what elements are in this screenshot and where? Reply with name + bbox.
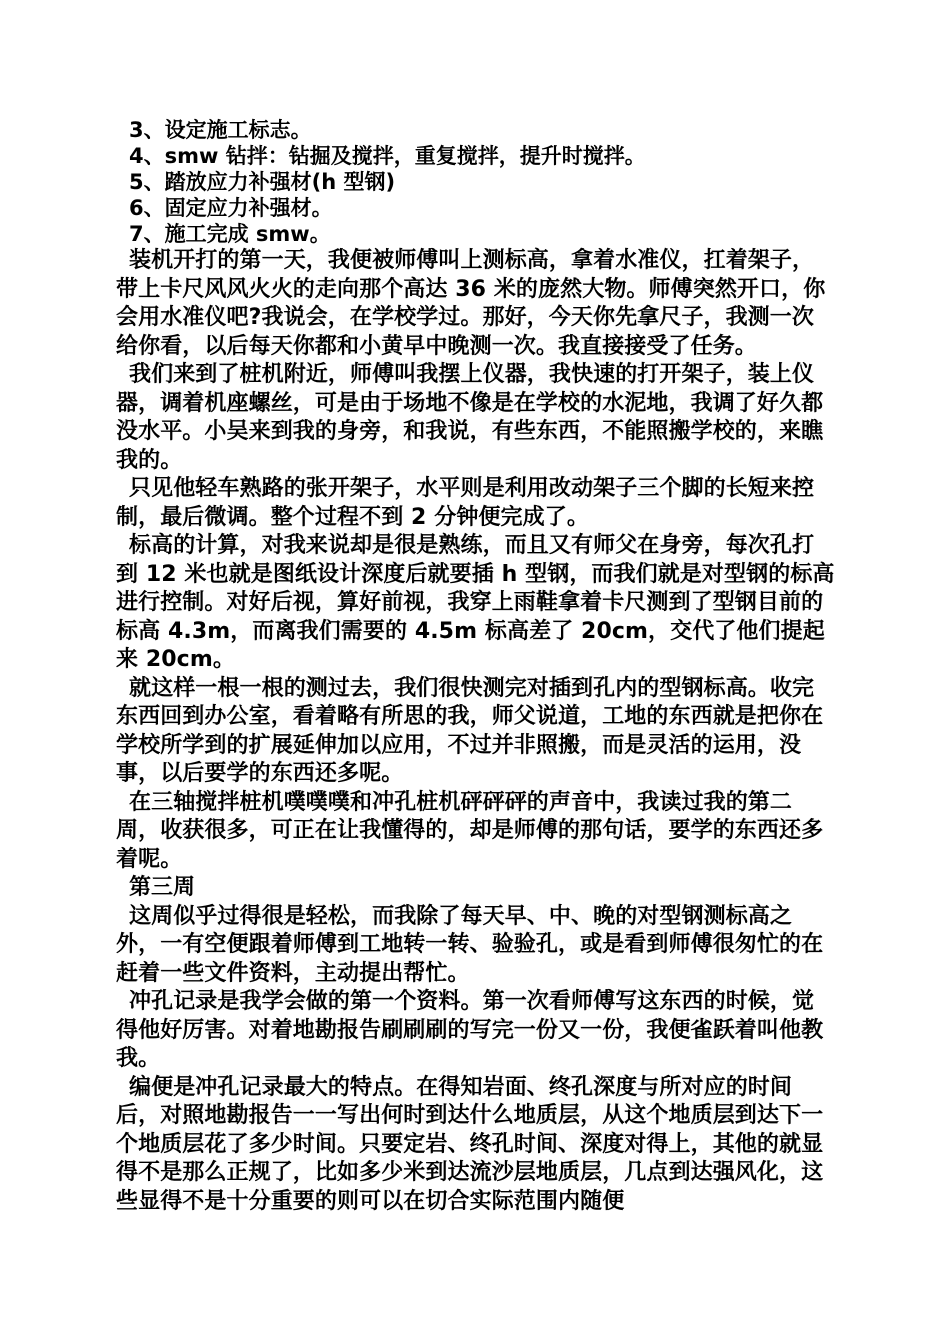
list-item: 3、设定施工标志。 <box>129 118 312 142</box>
body-paragraph: 我们来到了桩机附近，师傅叫我摆上仪器，我快速的打开架子，装上仪器，调着机座螺丝，可是由于场地不像是在学校的水泥地，我调了好久都没水平。小吴来到我的身旁，和我说，有些东西，不能照搬学校的，来瞧我的。 <box>116 362 824 473</box>
procedure-list <box>116 117 836 247</box>
list-item: 6、固定应力补强材。 <box>129 196 333 220</box>
body-paragraph: 在三轴搅拌桩机噗噗噗和冲孔桩机砰砰砰的声音中，我读过我的第二周，收获很多，可正在让我懂得的，却是师傅的那句话，要学的东西还多着呢。 <box>116 789 824 872</box>
body-paragraph: 冲孔记录是我学会做的第一个资料。第一次看师傅写这东西的时候，觉得他好厉害。对着地勘报告刷刷刷的写完一份又一份，我便雀跃着叫他教我。 <box>116 989 824 1071</box>
body-paragraph: 标高的计算，对我来说却是很是熟练，而且又有师父在身旁，每次孔打到 12 米也就是图纸设计深度后就要插 h 型钢，而我们就是对型钢的标高进行控制。对好后视，算好前视，我穿上雨鞋拿着卡尺测到了型钢目前的标高 4.3m，而离我们需要的 4.5m 标高差了 20cm，交代了他们提起来 20cm。 <box>116 533 835 672</box>
body-paragraph: 编便是冲孔记录最大的特点。在得知岩面、终孔深度与所对应的时间后，对照地勘报告一一写出何时到达什么地质层，从这个地质层到达下一个地质层花了多少时间。只要定岩、终孔时间、深度对得上，其他的就显得不是那么正规了，比如多少米到达流沙层地质层，几点到达强风化，这些显得不是十分重要的则可以在切合实际范围内随便 <box>116 1074 824 1214</box>
body-paragraph: 就这样一根一根的测过去，我们很快测完对插到孔内的型钢标高。收完东西回到办公室，看着略有所思的我，师父说道，工地的东西就是把你在学校所学到的扩展延伸加以应用，不过并非照搬，而是灵活的运用，没事，以后要学的东西还多呢。 <box>116 675 824 786</box>
list-item: 4、smw 钻拌：钻掘及搅拌，重复搅拌，提升时搅拌。 <box>129 144 646 168</box>
body-paragraph: 只见他轻车熟路的张开架子，水平则是利用改动架子三个脚的长短来控制，最后微调。整个过程不到 2 分钟便完成了。 <box>116 476 815 530</box>
body-paragraph: 这周似乎过得很是轻松，而我除了每天早、中、晚的对型钢测标高之外，一有空便跟着师傅到工地转一转、验验孔，或是看到师傅很匆忙的在赶着一些文件资料，主动提出帮忙。 <box>116 903 824 986</box>
list-item: 7、施工完成 smw。 <box>129 222 331 246</box>
section-heading: 第三周 <box>129 875 196 900</box>
list-item: 5、踏放应力补强材(h 型钢) <box>129 170 396 194</box>
body-paragraph: 装机开打的第一天，我便被师傅叫上测标高，拿着水准仪，扛着架子，带上卡尺风风火火的走向那个高达 36 米的庞然大物。师傅突然开口，你会用水准仪吧?我说会，在学校学过。那好，今天你先拿尺子，我测一次给你看，以后每天你都和小黄早中晚测一次。我直接接受了任务。 <box>116 248 826 359</box>
